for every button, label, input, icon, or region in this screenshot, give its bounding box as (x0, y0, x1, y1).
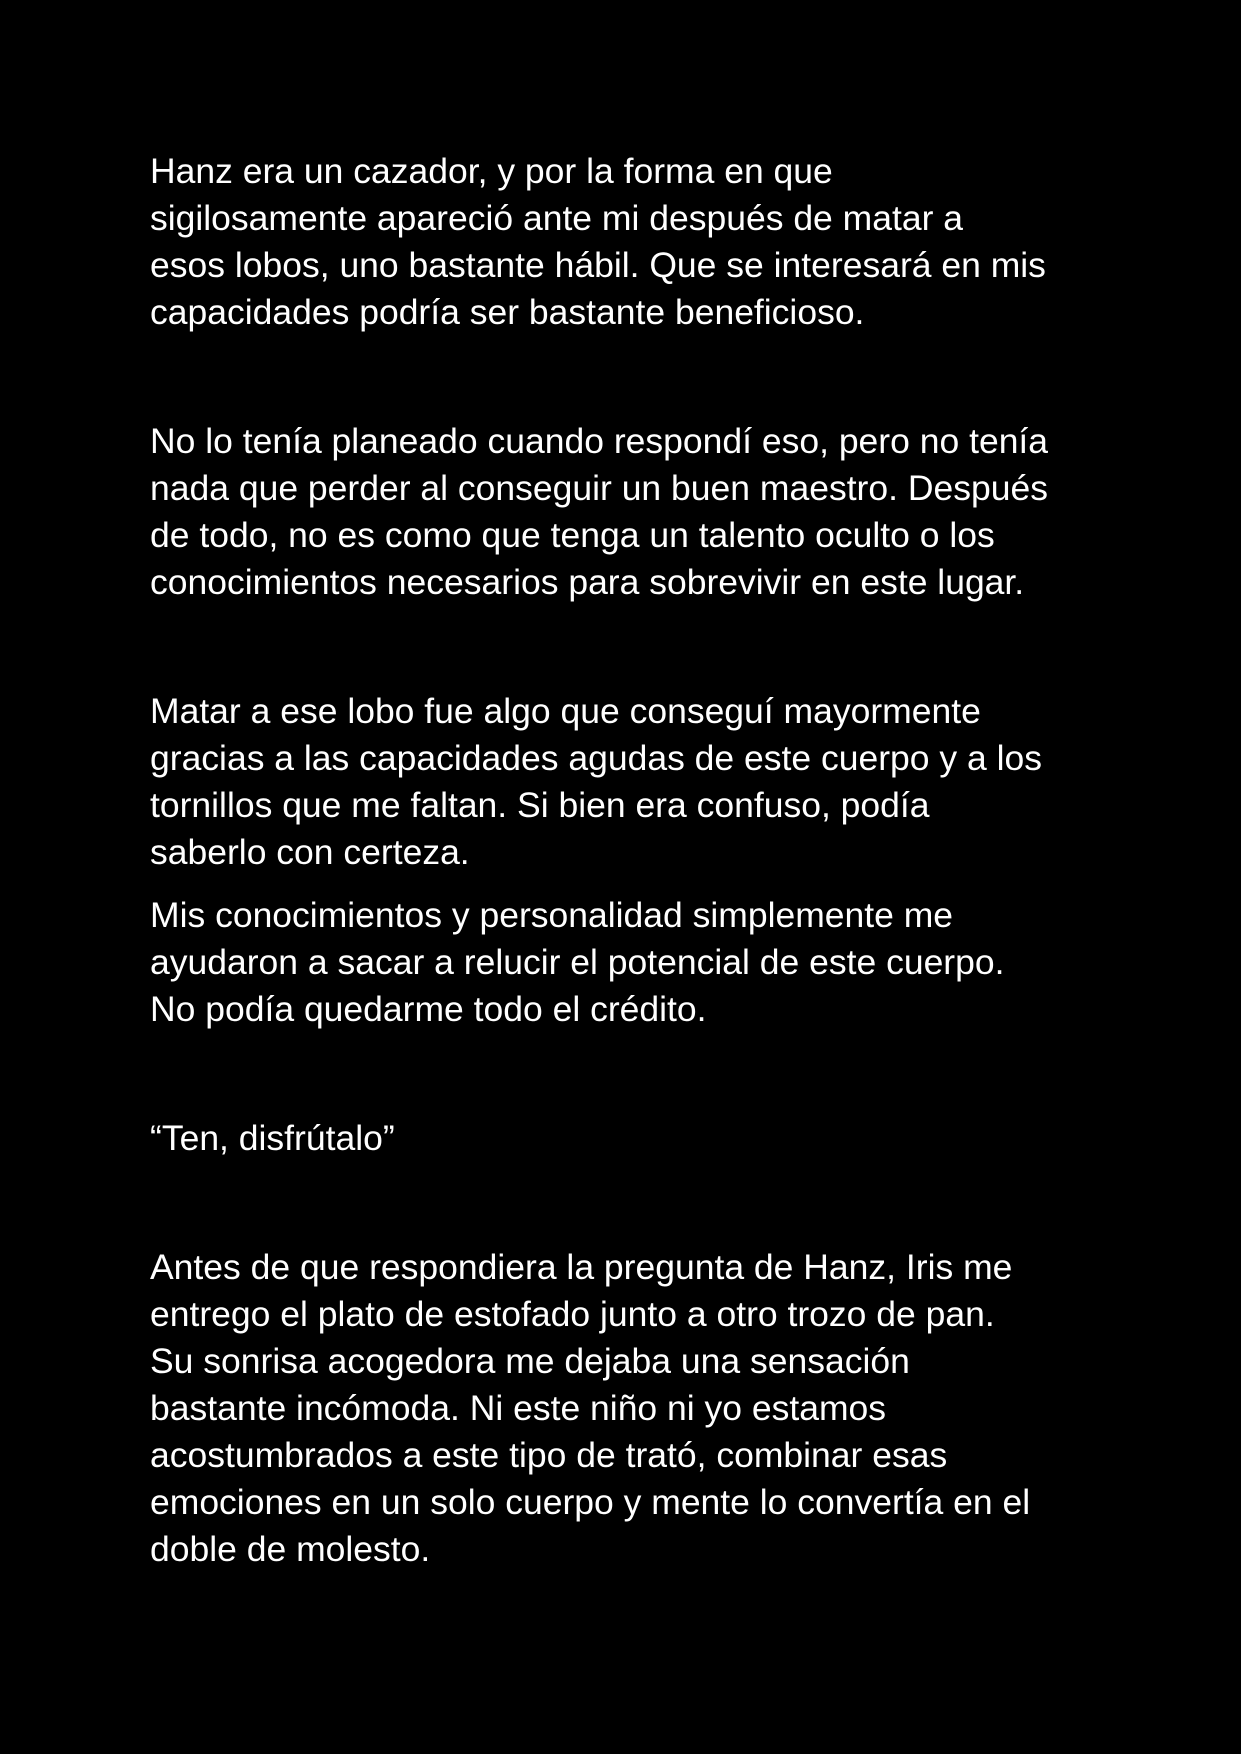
dialogue-line: “Ten, disfrútalo” (150, 1118, 395, 1158)
paragraph-6: Antes de que respondiera la pregunta de Hanz, Iris me entrego el plato de estofado junto a otro trozo de pan. Su sonrisa acogedora me dejaba una sensación bastante incómoda. Ni este niño ni yo estamos acostumbrados a este tipo de trató, combinar esas emociones en un solo cuerpo y mente lo convertía en el doble de molesto. (150, 1247, 1031, 1569)
paragraph-2: No lo tenía planeado cuando respondí eso, pero no tenía nada que perder al conseguir un buen maestro. Después de todo, no es como que tenga un talento oculto o los conocimientos necesarios para sobrevivir en este lugar. (150, 421, 1049, 602)
paragraph-4: Mis conocimientos y personalidad simplemente me ayudaron a sacar a relucir el potencial de este cuerpo. No podía quedarme todo el crédito. (150, 895, 1005, 1029)
paragraph-1: Hanz era un cazador, y por la forma en que sigilosamente apareció ante mi después de matar a esos lobos, uno bastante hábil. Que se interesará en mis capacidades podría ser bastante beneficioso. (150, 151, 1046, 332)
text-column (150, 148, 1100, 1573)
paragraph-3: Matar a ese lobo fue algo que conseguí mayormente gracias a las capacidades agudas de este cuerpo y a los tornillos que me faltan. Si bien era confuso, podía saberlo con certeza. (150, 691, 1043, 872)
